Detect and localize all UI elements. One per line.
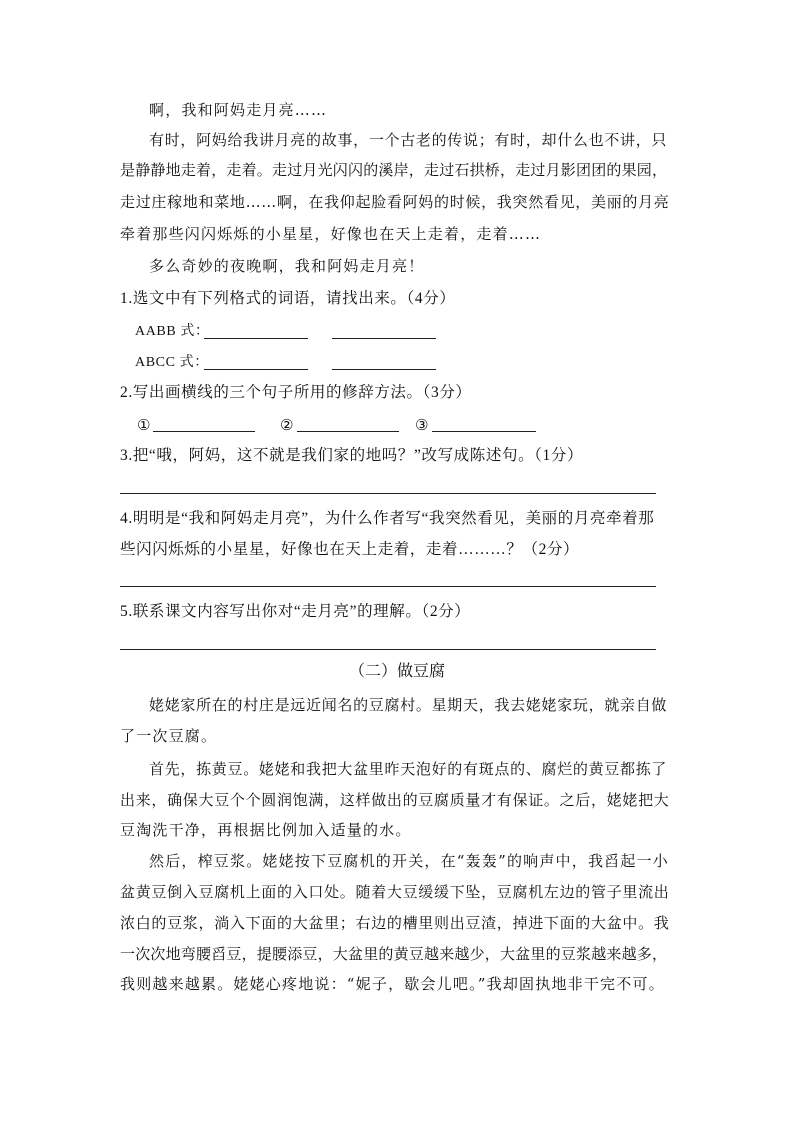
section-2-line-7: 盆黄豆倒入豆腐机上面的入口处。随着大豆缓缓下坠，豆腐机左边的管子里流出 [120,883,670,901]
passage-line-1: 啊，我和阿妈走月亮…… [149,101,328,119]
question-4-line-1: 4.明明是“我和阿妈走月亮”，为什么作者写“我突然看见，美丽的月亮牵着那 [120,510,655,527]
rhetoric-answer-blank-2[interactable] [297,415,399,432]
passage-line-5: 牵着那些闪闪烁烁的小星星，好像也在天上走着，走着…… [120,225,542,243]
option-marker-1: ① [137,416,151,434]
section-2-line-2: 了一次豆腐。 [120,727,218,745]
section-2-line-10: 我则越来越累。姥姥心疼地说：“妮子，歇会儿吧。”我却固执地非干完不可。 [120,975,665,993]
section-2-title: （二）做豆腐 [348,663,445,680]
aabb-label: AABB 式： [135,324,210,339]
abcc-answer-blank-1[interactable] [204,353,308,370]
passage-line-2: 有时，阿妈给我讲月亮的故事，一个古老的传说；有时，却什么也不讲，只 [149,131,668,149]
aabb-answer-blank-2[interactable] [332,322,436,339]
question-3-answer-line[interactable] [120,493,656,494]
passage-line-4: 走过庄稼地和菜地……啊，在我仰起脸看阿妈的时候，我突然看见，美丽的月亮 [120,193,670,211]
question-4-answer-line[interactable] [120,586,656,587]
abcc-label: ABCC 式： [135,355,209,370]
option-marker-2: ② [280,416,294,434]
section-2-line-8: 浓白的豆浆，淌入下面的大盆里；右边的槽里则出豆渣，掉进下面的大盆中。我 [120,914,670,932]
section-2-line-6: 然后，榨豆浆。姥姥按下豆腐机的开关，在“轰轰”的响声中，我舀起一小 [149,852,669,870]
passage-line-3: 是静静地走着，走着。走过月光闪闪的溪岸，走过石拱桥，走过月影团团的果园， [120,161,668,179]
section-2-line-5: 豆淘洗干净，再根据比例加入适量的水。 [120,821,412,839]
question-5-answer-line[interactable] [120,649,656,650]
question-1: 1.选文中有下列格式的词语，请找出来。（4分） [120,290,456,307]
question-4-line-2: 些闪闪烁烁的小星星，好像也在天上走着，走着………？（2分） [120,541,580,558]
question-5: 5.联系课文内容写出你对“走月亮”的理解。（2分） [120,603,471,620]
section-2-line-9: 一次次地弯腰舀豆，提腰添豆，大盆里的黄豆越来越少，大盆里的豆浆越来越多， [120,945,668,963]
section-2-line-3: 首先，拣黄豆。姥姥和我把大盆里昨天泡好的有斑点的、腐烂的黄豆都拣了 [149,760,668,778]
question-2: 2.写出画横线的三个句子所用的修辞方法。（3分） [120,384,472,401]
abcc-answer-blank-2[interactable] [332,353,436,370]
rhetoric-answer-blank-1[interactable] [153,415,255,432]
option-marker-3: ③ [415,416,429,434]
question-3: 3.把“哦，阿妈，这不就是我们家的地吗？”改写成陈述句。（1分） [120,447,584,464]
section-2-line-1: 姥姥家所在的村庄是远近闻名的豆腐村。星期天，我去姥姥家玩，就亲自做 [149,696,668,714]
aabb-answer-blank-1[interactable] [204,322,308,339]
section-2-line-4: 出来，确保大豆个个圆润饱满，这样做出的豆腐质量才有保证。之后，姥姥把大 [120,791,670,809]
rhetoric-answer-blank-3[interactable] [432,415,536,432]
passage-line-6: 多么奇妙的夜晚啊，我和阿妈走月亮！ [149,257,425,275]
